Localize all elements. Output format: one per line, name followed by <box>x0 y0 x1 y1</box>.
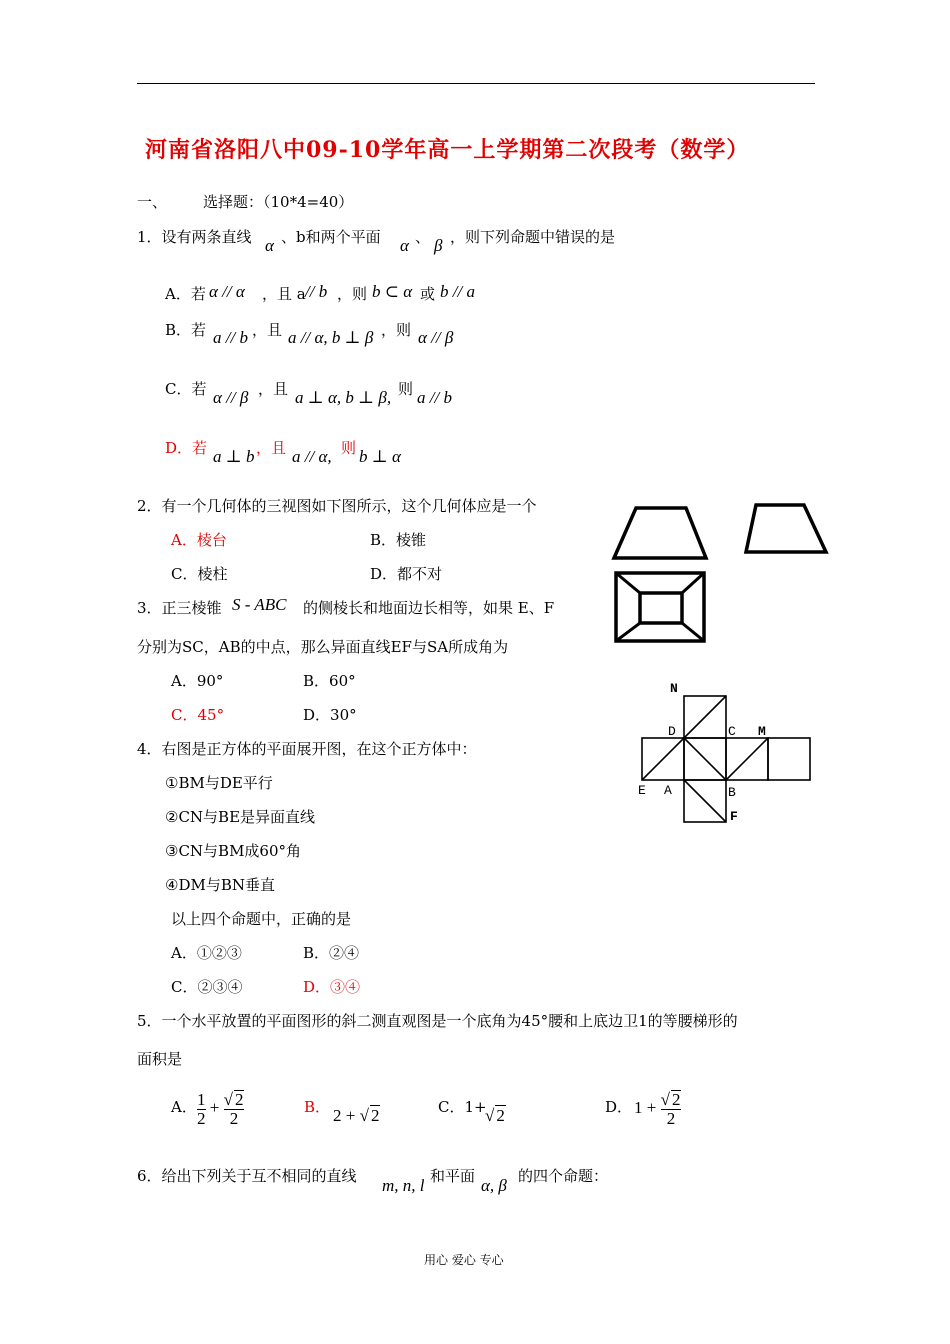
q1-option-c-label: C．若 <box>165 380 207 398</box>
q1-stem-c: ，则下列命题中错误的是 <box>450 228 616 246</box>
q5-stem-a: 5．一个水平放置的平面图形的斜二测直观图是一个底角为45°腰和上底边卫1的等腰梯形的 <box>137 1012 738 1030</box>
cube-net-figure <box>628 678 843 828</box>
q1-option-b-text2: ，则 <box>381 321 412 339</box>
plus-sign: + <box>209 1097 220 1117</box>
top-view-edge <box>616 623 640 641</box>
net-square <box>768 738 810 780</box>
q2-option-d: D．都不对 <box>370 565 443 583</box>
q1-option-c-math3: a // b <box>417 388 452 407</box>
q1-option-b-text1: ，且 <box>252 321 283 339</box>
q1-option-d-math2: a // α, <box>292 447 332 466</box>
q2-option-c: C．棱柱 <box>171 565 228 583</box>
q3-stem-b: 的侧棱长和地面边长相等，如果 E、F <box>303 599 555 617</box>
top-view-edge <box>682 573 704 593</box>
q1-option-b-label: B．若 <box>165 321 207 339</box>
q1-option-a-label: A．若 <box>165 285 206 303</box>
q2-stem: 2．有一个几何体的三视图如下图所示，这个几何体应是一个 <box>137 497 537 515</box>
q3-option-c: C．45° <box>171 706 225 724</box>
q1-option-d-label: D．若 <box>165 439 208 457</box>
q5-option-c-expression: √ 2 <box>485 1106 505 1125</box>
page-footer: 用心 爱心 专心 <box>424 1253 504 1267</box>
q1-option-a-math4: b // a <box>440 282 475 301</box>
three-view-figure <box>608 500 838 645</box>
net-label-b: B <box>728 785 736 800</box>
q1-option-a-text2: ，则 <box>337 285 368 303</box>
q1-option-d-text1: ，且 <box>256 439 287 457</box>
top-view-edge <box>616 573 640 593</box>
q6-math-planes: α, β <box>481 1176 507 1195</box>
net-diagonal <box>642 738 684 780</box>
q3-option-a: A．90° <box>171 672 224 690</box>
q1-option-a-math2: // b <box>305 282 328 301</box>
net-label-a: A <box>664 783 672 798</box>
q6-stem-a: 6．给出下列关于互不相同的直线 <box>137 1167 357 1185</box>
section-label: 选择题：（10*4=40） <box>203 193 354 211</box>
q4-statement-4: ④DM与BN垂直 <box>165 876 275 894</box>
page-title: 河南省洛阳八中09-10学年高一上学期第二次段考（数学） <box>145 137 750 163</box>
q1-option-d-math1: a ⊥ b <box>213 447 255 466</box>
fraction-sqrt2-over-2: $\frac{√ 2}{2}$ <box>223 1090 244 1128</box>
net-diagonal <box>684 696 726 738</box>
q4-option-c: C．②③④ <box>171 978 243 996</box>
q4-option-d: D．③④ <box>303 978 361 996</box>
q1-option-c-math1: α // β <box>213 388 249 407</box>
q1-option-c-math2: a ⊥ α, b ⊥ β, <box>295 388 392 407</box>
q3-stem-a: 3．正三棱锥 <box>137 599 222 617</box>
q6-stem-c: 的四个命题： <box>518 1167 609 1185</box>
q1-stem-b: 、b和两个平面 <box>281 228 381 246</box>
q6-stem-b: 和平面 <box>430 1167 476 1185</box>
q1-beta: β <box>434 236 443 255</box>
q1-stem-a: 1．设有两条直线 <box>137 228 252 246</box>
net-diagonal <box>684 780 726 822</box>
q4-statement-3: ③CN与BM成60°角 <box>165 842 302 860</box>
top-view-edge <box>682 623 704 641</box>
q5-option-a-expression <box>197 1090 244 1128</box>
q5-option-d-label: D． <box>605 1098 633 1116</box>
q2-option-b: B．棱锥 <box>370 531 427 549</box>
header-rule <box>137 83 815 84</box>
q2-option-a: A．棱台 <box>171 531 227 549</box>
net-label-c: C <box>728 724 736 739</box>
q1-alpha: α <box>265 236 274 255</box>
q3-option-b: B．60° <box>303 672 356 690</box>
q3-math: S - ABC <box>232 595 287 614</box>
q1-option-b-math2: a // α, b ⊥ β <box>288 328 374 347</box>
q1-option-b-math3: α // β <box>418 328 454 347</box>
q1-alpha2: α <box>400 236 409 255</box>
section-number: 一、 <box>137 193 168 211</box>
net-label-d: D <box>668 724 676 739</box>
q5-option-c-label: C．1+ <box>438 1098 487 1116</box>
q1-sep: 、 <box>415 228 431 246</box>
q1-option-a-text3: 或 <box>420 285 436 303</box>
top-view-inner-square <box>640 593 682 623</box>
q4-option-b: B．②④ <box>303 944 360 962</box>
net-label-f: F <box>730 809 738 824</box>
q3-stem-c: 分别为SC，AB的中点，那么异面直线EF与SA所成角为 <box>137 638 509 656</box>
q4-option-a: A．①②③ <box>171 944 242 962</box>
fraction-one-half: $\frac{1}{2}$ <box>197 1089 206 1128</box>
net-diagonal <box>726 738 768 780</box>
q1-option-c-text2: 则 <box>398 380 414 398</box>
q5-option-a-label: A． <box>171 1098 197 1116</box>
net-diagonal <box>684 738 726 780</box>
q5-stem-b: 面积是 <box>137 1050 183 1068</box>
net-label-e: E <box>638 783 646 798</box>
q6-math-lines: m, n, l <box>382 1176 425 1195</box>
front-view-trapezoid <box>614 508 706 558</box>
q1-option-d-math3: b ⊥ α <box>359 447 401 466</box>
q4-statement-2: ②CN与BE是异面直线 <box>165 808 316 826</box>
q1-option-c-text1: ，且 <box>258 380 289 398</box>
q4-question: 以上四个命题中，正确的是 <box>171 910 352 928</box>
q5-option-b-label: B． <box>304 1098 331 1116</box>
q1-option-d-text2: 则 <box>341 439 357 457</box>
fraction-sqrt2-over-2: $\frac{√ 2}{2}$ <box>660 1090 681 1128</box>
q1-option-a-text1: ，且 a <box>262 285 306 303</box>
side-view-trapezoid <box>746 505 826 552</box>
q1-option-a-math3: b ⊂ α <box>372 282 413 301</box>
q4-statement-1: ①BM与DE平行 <box>165 774 273 792</box>
net-label-n: N <box>670 681 678 696</box>
q1-option-b-math1: a // b <box>213 328 248 347</box>
q5-option-d-expression: 1 + $\frac{√ 2}{2}$ <box>634 1090 681 1128</box>
q5-option-b-expression: 2 + √ 2 <box>333 1106 380 1125</box>
q4-stem: 4．右图是正方体的平面展开图，在这个正方体中： <box>137 740 477 758</box>
net-label-m: M <box>758 724 766 739</box>
q1-option-a-math1: α // α <box>209 282 245 301</box>
q3-option-d: D．30° <box>303 706 357 724</box>
